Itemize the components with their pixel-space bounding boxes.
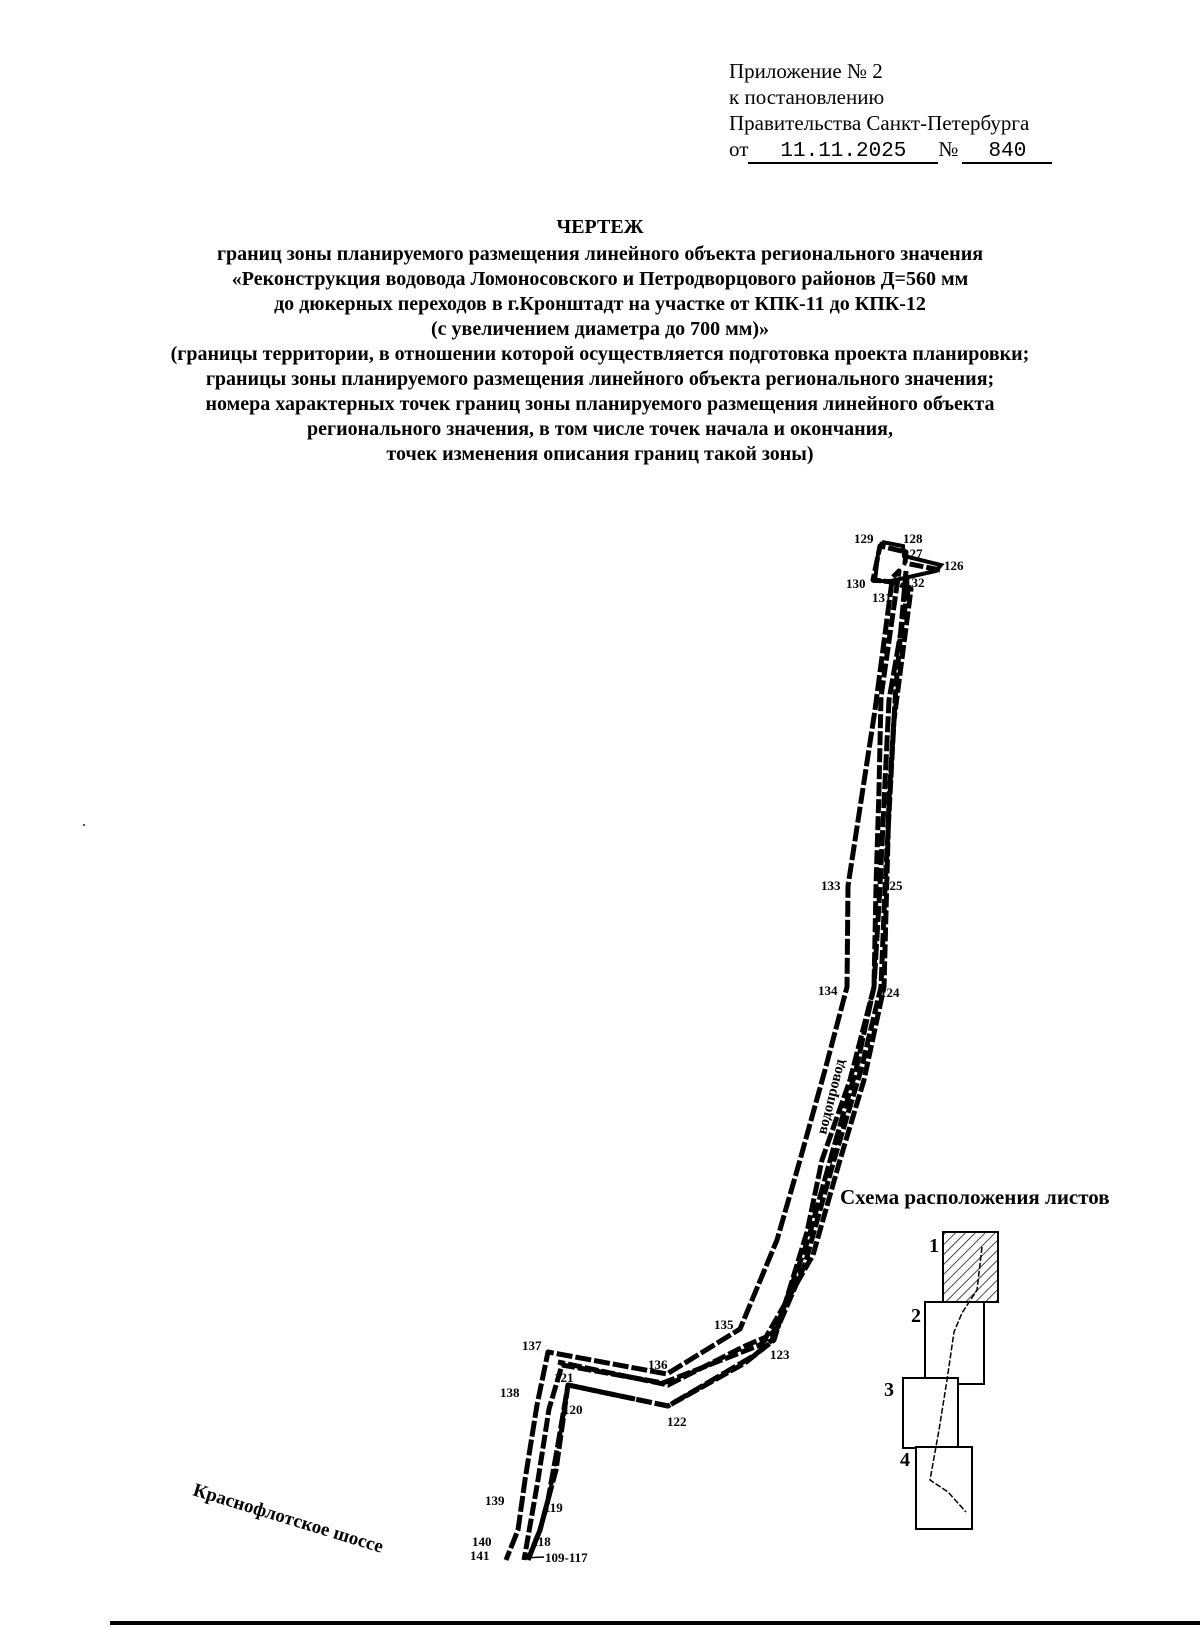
title-line: «Реконструкция водовода Ломоносовского и Петродворцового районов Д=560 мм — [231, 268, 969, 290]
page-bottom-edge — [110, 1621, 1200, 1625]
point-label: 131 — [872, 590, 892, 605]
appendix-number: Приложение № 2 — [729, 59, 883, 83]
point-label: 140 — [472, 1534, 492, 1549]
point-label: 128 — [903, 531, 923, 546]
title-line: до дюкерных переходов в г.Кронштадт на участке от КПК-11 до КПК-12 — [274, 293, 926, 315]
number-prefix: № — [938, 137, 959, 161]
sheet-3-frame — [903, 1378, 958, 1448]
point-label: 139 — [485, 1493, 505, 1508]
point-label: 122 — [667, 1414, 687, 1429]
point-label: 135 — [714, 1317, 734, 1332]
sheet-number: 3 — [884, 1379, 894, 1401]
title-line: точек изменения описания границ такой зоны) — [386, 443, 814, 465]
point-label: 136 — [648, 1357, 668, 1372]
point-label: 109-117 — [545, 1550, 588, 1565]
title-line: границ зоны планируемого размещения линейного объекта регионального значения — [216, 243, 984, 265]
point-label: 119 — [544, 1500, 563, 1515]
point-label: 134 — [818, 983, 838, 998]
sheet-scheme-title: Схема расположения листов — [840, 1185, 1110, 1209]
title-line: (границы территории, в отношении которой осуществляется подготовка проекта планировки; — [170, 343, 1030, 365]
sheet-number: 1 — [929, 1235, 939, 1257]
point-label: 120 — [563, 1402, 583, 1417]
appendix-government: Правительства Санкт-Петербурга — [729, 111, 1030, 135]
pipe-label: водопровод — [814, 1057, 849, 1136]
sheet-scheme — [884, 1232, 998, 1529]
point-label: 132 — [905, 575, 925, 590]
resolution-date: 11.11.2025 — [748, 142, 938, 164]
point-label: 125 — [883, 878, 903, 893]
point-label: 124 — [880, 985, 900, 1000]
point-label: 137 — [522, 1338, 542, 1353]
appendix-resolution: к постановлению — [729, 85, 885, 109]
point-label: 123 — [770, 1347, 790, 1362]
sheet-number: 4 — [900, 1449, 910, 1471]
title-line: регионального значения, в том числе точек начала и окончания, — [307, 418, 893, 440]
point-label: 133 — [821, 878, 841, 893]
point-label: 138 — [500, 1385, 520, 1400]
sheet-number: 2 — [911, 1305, 921, 1327]
sheet-2-frame — [925, 1302, 984, 1384]
point-label: 129 — [854, 531, 874, 546]
sheet-4-frame — [916, 1447, 972, 1529]
title-line: границы зоны планируемого размещения линейного объекта регионального значения; — [205, 368, 995, 390]
title-line: (с увеличением диаметра до 700 мм)» — [430, 318, 770, 340]
point-leader — [522, 1557, 544, 1558]
title-heading: ЧЕРТЕЖ — [556, 216, 644, 238]
road-label: Краснофлотское шоссе — [190, 1479, 386, 1558]
point-label: 121 — [554, 1370, 574, 1385]
point-label: 130 — [846, 576, 866, 591]
title-line: номера характерных точек границ зоны планируемого размещения линейного объекта — [205, 393, 995, 415]
point-label: 127 — [903, 546, 923, 561]
point-label: 118 — [532, 1534, 551, 1549]
point-label: 141 — [470, 1548, 490, 1563]
point-label: 126 — [944, 558, 964, 573]
resolution-number: 840 — [962, 142, 1052, 164]
from-prefix: от — [729, 137, 749, 161]
sheet-1-frame — [943, 1232, 998, 1302]
